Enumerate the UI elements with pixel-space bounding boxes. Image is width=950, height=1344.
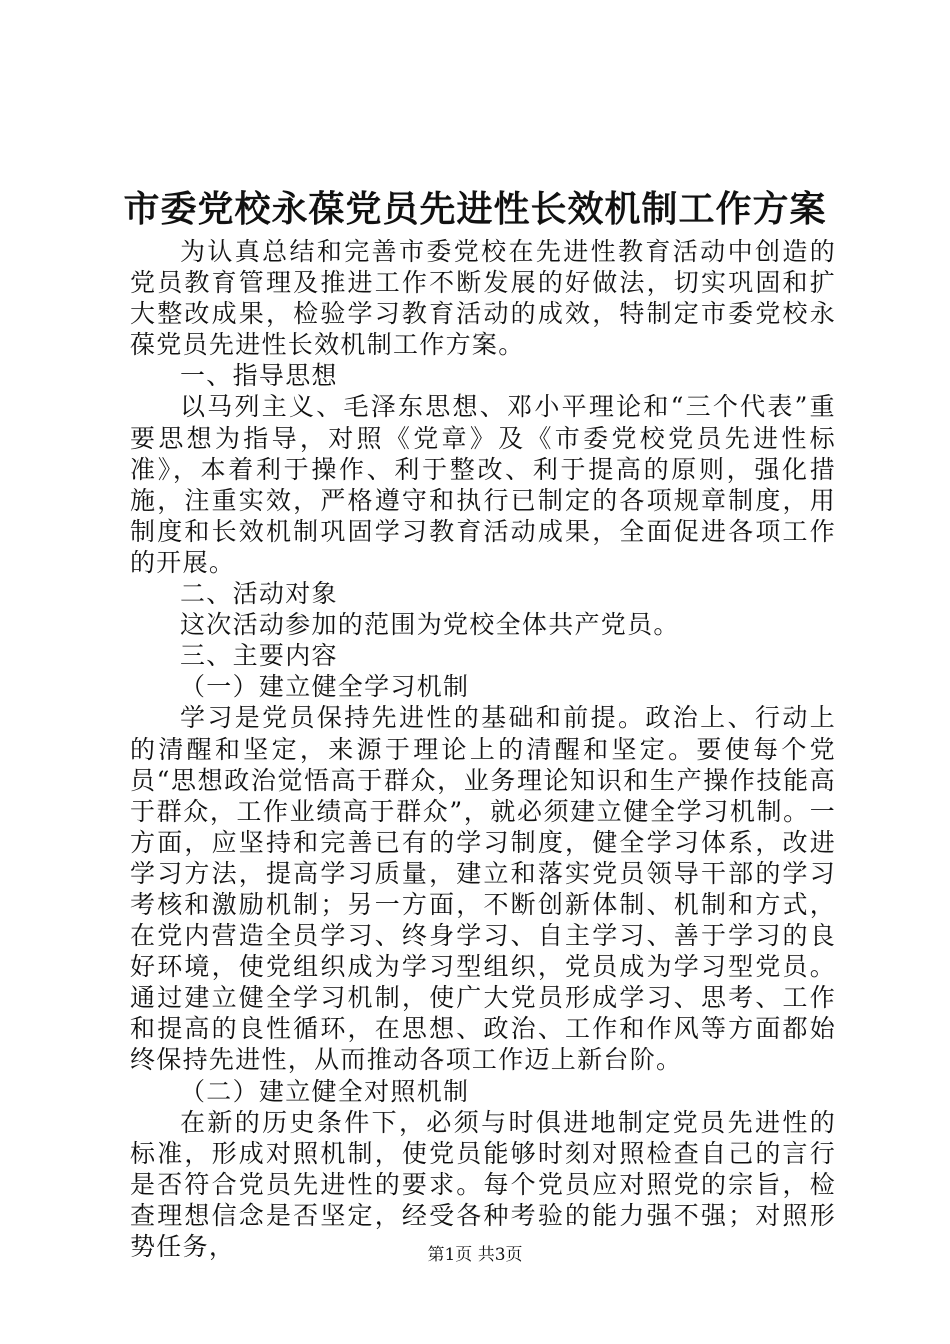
section-heading-participants: 二、活动对象 <box>180 579 338 609</box>
page-number-footer: 第1页 共3页 <box>427 1245 523 1265</box>
section-heading-main-content: 三、主要内容 <box>180 641 338 671</box>
guiding-ideology-paragraph: 以马列主义、毛泽东思想、邓小平理论和“三个代表”重要思想为指导，对照《党章》及《市委党校党员先进性标准》，本着利于操作、利于整改、利于提高的原则，强化措施，注重实效，严格遵守和执行已制定的各项规章制度，用制度和长效机制巩固学习教育活动成果，全面促进各项工作的开展。 <box>130 392 836 577</box>
document-body <box>130 236 836 1262</box>
intro-paragraph: 为认真总结和完善市委党校在先进性教育活动中创造的党员教育管理及推进工作不断发展的好做法，切实巩固和扩大整改成果，检验学习教育活动的成效，特制定市委党校永葆党员先进性长效机制工作方案。 <box>130 237 836 360</box>
participants-paragraph: 这次活动参加的范围为党校全体共产党员。 <box>180 610 680 640</box>
learning-mechanism-paragraph: 学习是党员保持先进性的基础和前提。政治上、行动上的清醒和坚定，来源于理论上的清醒和坚定。要使每个党员“思想政治觉悟高于群众，业务理论知识和生产操作技能高于群众，工作业绩高于群众”，就必须建立健全学习机制。一方面，应坚持和完善已有的学习制度，健全学习体系，改进学习方法，提高学习质量，建立和落实党员领导干部的学习考核和激励机制；另一方面，不断创新体制、机制和方式，在党内营造全员学习、终身学习、自主学习、善于学习的良好环境，使党组织成为学习型组织，党员成为学习型党员。通过建立健全学习机制，使广大党员形成学习、思考、工作和提高的良性循环，在思想、政治、工作和作风等方面都始终保持先进性，从而推动各项工作迈上新台阶。 <box>130 703 836 1075</box>
subsection-heading-learning-mechanism: （一）建立健全学习机制 <box>180 672 470 702</box>
document-title: 市委党校永葆党员先进性长效机制工作方案 <box>123 188 827 230</box>
subsection-heading-comparison-mechanism: （二）建立健全对照机制 <box>180 1076 470 1106</box>
section-heading-guiding-ideology: 一、指导思想 <box>180 361 338 391</box>
comparison-mechanism-paragraph: 在新的历史条件下，必须与时俱进地制定党员先进性的标准，形成对照机制，使党员能够时刻对照检查自己的言行是否符合党员先进性的要求。每个党员应对照党的宗旨，检查理想信念是否坚定，经受各种考验的能力强不强；对照形势任务， <box>130 1107 836 1261</box>
